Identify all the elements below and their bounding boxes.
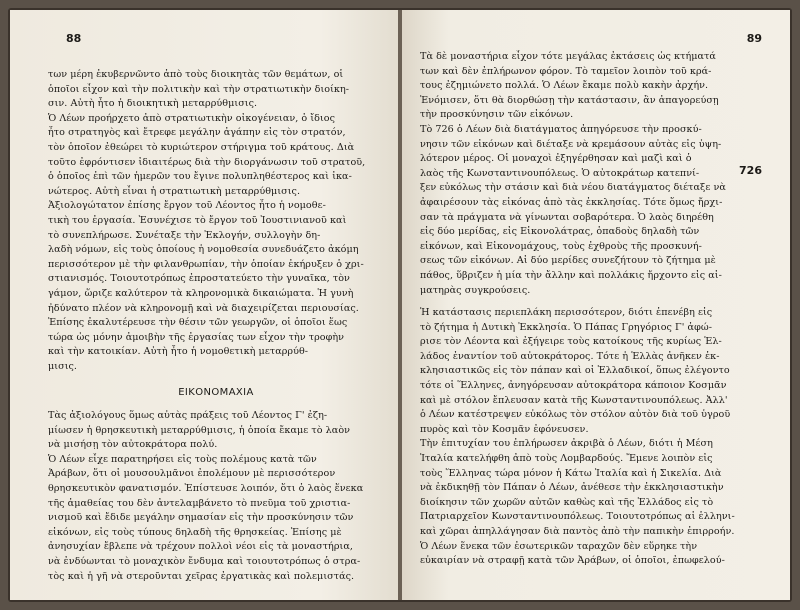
text-line: τῆς ἀμαθείας του δὲν ἀντελαμβάνετο τὸ πνεῦμα τοῦ χριστια- [48, 497, 351, 509]
text-line: ὁ Λέων κατέστρεψεν εὐκόλως τὸν στόλον αὐτὸν διὰ τοῦ ὑγροῦ [420, 409, 731, 421]
text-line: εὐκαιρίαν νὰ στραφῇ κατὰ τῶν Ἀράβων, οἱ ὁποῖοι, ἐπωφελού- [420, 555, 725, 567]
text-line: Τὸ 726 ὁ Λέων διὰ διατάγματος ἀπηγόρευσε τὴν προσκύ- [420, 123, 702, 135]
text-line: Τὰ δὲ μοναστήρια εἶχον τότε μεγάλας ἐκτάσεις ὡς κτήματά [420, 51, 716, 62]
page-number: 89 [746, 32, 762, 45]
text-line: Πατριαρχεῖον Κωνσταντινουπόλεως. Τοιουτοτρόπως αἱ ἑλληνι- [420, 511, 735, 523]
text-line: ἀνησυχίαν ἔβλεπε νὰ τρέχουν πολλοὶ νέοι εἰς τὰ μοναστήρια, [48, 541, 353, 553]
text-line: Ἐνόμισεν, ὅτι θὰ διορθώσῃ τὴν κατάστασιν, ἂν ἀπαγορεύσῃ [420, 94, 719, 106]
text-line: τοῦτο ἐφρόντισεν ἰδιαιτέρως διὰ τὴν διοργάνωσιν τοῦ στρατοῦ, [48, 156, 366, 168]
open-book [8, 8, 792, 602]
text-line: καὶ μὲ στόλον ἔπλευσαν κατὰ τῆς Κωνσταντινουπόλεως. Ἀλλ' [420, 394, 728, 406]
text-line: σαν τὰ πράγματα νὰ γίνωνται σοβαρότερα. Ὁ λαὸς διηρέθη [420, 211, 714, 223]
text-line: πάθος, ὕβριζεν ἡ μία τὴν ἄλλην καὶ πολλάκις ἤρχοντο εἰς αἱ- [420, 269, 722, 281]
left-page [10, 10, 398, 600]
text-line: γάμον, ὥριζε καλύτερον τὰ κληρονομικὰ δικαιώματα. Ἡ γυνὴ [48, 287, 354, 299]
text-line: μισις. [48, 360, 78, 372]
text-line: θρησκευτικὸν φανατισμόν. Ἐπίστευσε λοιπόν, ὅτι ὁ λαὸς ἕνεκα [48, 483, 364, 495]
text-line: σιν. Αὐτὴ ἦτο ἡ διοικητικὴ μεταρρύθμισις. [48, 98, 258, 110]
text-line: καὶ τὴν κατοικίαν. Αὐτὴ ἦτο ἡ νομοθετικὴ μεταρρύθ- [48, 346, 309, 358]
text-line: τοὺς Ἕλληνας τώρα μόνον ἡ Κάτω Ἰταλία καὶ ἡ Σικελία. Διὰ [420, 467, 722, 479]
paragraph-gap [420, 298, 764, 306]
text-line: εἰκόνων, εἰς τοὺς τύπους δηλαδὴ τῆς θρησκείας. Ἐπίσης μὲ [48, 526, 342, 538]
text-line: ἀφαιρέσουν τὰς εἰκόνας ἀπὸ τὰς ἐκκλησίας. Τότε ὅμως ἤρχι- [420, 196, 723, 208]
text-line: κλησιαστικῶς εἰς τὸν πάπαν καὶ οἱ Ἑλλαδικοί, ὅπως ἐλέγοντο [420, 365, 730, 377]
text-line: ἦτο στρατηγὸς καὶ ἔτρεφε μεγάλην ἀγάπην εἰς τὸν στρατόν, [48, 127, 346, 139]
text-line: ἠδύνατο πλέον νὰ κληρονομῇ καὶ νὰ διαχειρίζεται περιουσίας. [48, 302, 359, 314]
text-line: τώρα ὡς μόνην ἀμοιβὴν τῆς ἐργασίας των εἶχον τὴν τροφὴν [48, 331, 345, 343]
text-line: Τὴν ἐπιτυχίαν του ἐπλήρωσεν ἀκριβὰ ὁ Λέων, διότι ἡ Μέση [420, 438, 713, 450]
text-line: ὁ ὁποῖος ἐπὶ τῶν ἡμερῶν του ἔγινε πολυπληθέστερος καὶ ἰκα- [48, 171, 352, 183]
text-line: Ἐπίσης ἐκαλυτέρευσε τὴν θέσιν τῶν γεωργῶν, οἱ ὁποῖοι ἕως [48, 317, 348, 329]
margin-note: 726 [739, 164, 762, 177]
text-line: Τὰς ἀξιολόγους ὅμως αὐτὰς πράξεις τοῦ Λέοντος Γ' ἐζη- [48, 410, 328, 422]
text-line: τικὴ του ἐργασία. Ἐσυνέχισε τὸ ἔργον τοῦ Ἰουστινιανοῦ καὶ [48, 214, 347, 226]
text-line: πυρὸς καὶ τὸν Κοσμᾶν ἐφόνευσεν. [420, 423, 589, 435]
text-line: Ἀξιολογώτατον ἐπίσης ἔργον τοῦ Λέοντος ἦτο ἡ νομοθε- [48, 200, 326, 212]
text-line: εἰκόνων, καὶ Εἰκονομάχους, τοὺς ἐχθροὺς τῆς προσκυνή- [420, 240, 702, 252]
text-line: Ἡ κατάστασις περιεπλάκη περισσότερον, διότι ἐπενέβη εἰς [420, 307, 713, 319]
text-line: ρισε τὸν Λέοντα καὶ ἐξήγειρε τοὺς κατοίκους τῆς κυρίως Ἑλ- [420, 336, 722, 348]
text-line: περισσότερον μὲ τὴν φιλανθρωπίαν, τὴν ὁποίαν ἐκήρυξεν ὁ χρι- [48, 258, 364, 270]
text-line: νησιν τῶν εἰκόνων καὶ διέταξε νὰ κρεμάσουν αὐτὰς εἰς ὑψη- [420, 138, 722, 150]
page-number: 88 [66, 32, 82, 45]
text-line: τὸ συνεπλήρωσε. Συνέταξε τὴν Ἐκλογήν, συλλογὴν δη- [48, 229, 321, 241]
text-line: νώτερος. Αὐτὴ εἶναι ἡ στρατιωτικὴ μεταρρύθμισις. [48, 185, 301, 197]
text-line: τὴν προσκύνησιν τῶν εἰκόνων. [420, 109, 574, 121]
text-line: εἰς δύο μερίδας, εἰς Εἰκονολάτρας, ὁπαδοὺς δηλαδὴ τῶν [420, 226, 700, 238]
text-line: μίωσεν ἡ θρησκευτικὴ μεταρρύθμισις, ἡ ὁποία ἔκαμε τὸ λαὸν [48, 424, 351, 436]
text-line: των μέρη ἐκυβερνῶντο ἀπὸ τοὺς διοικητὰς τῶν θεμάτων, οἱ [48, 69, 344, 80]
text-line: Ὁ Λέων ἕνεκα τῶν ἐσωτερικῶν ταραχῶν δὲν εὕρηκε τὴν [420, 540, 698, 552]
text-line: τότε οἱ Ἕλληνες, ἀνηγόρευσαν αὐτοκράτορα κάποιον Κοσμᾶν [420, 380, 727, 392]
text-line: στιανισμός. Τοιουτοτρόπως ἐπροστατεύετο τὴν γυναῖκα, τὸν [48, 273, 350, 285]
text-line: Ὁ Λέων εἶχε παρατηρήσει εἰς τοὺς πολέμους κατὰ τῶν [48, 453, 317, 465]
text-line: ξεν εὐκόλως τὴν στάσιν καὶ διὰ νέου διατάγματος διέταξε νὰ [420, 182, 726, 194]
text-line: τους ἐζημιώνετο πολλά. Ὁ Λέων ἔκαμε πολὺ κακὴν ἀρχήν. [420, 80, 709, 92]
text-line: νὰ ἐκδικηθῇ τὸν Πάπαν ὁ Λέων, ἀνέθεσε τὴν ἐκκλησιαστικὴν [420, 482, 724, 494]
text-line: τὸ ζήτημα ἡ Δυτικὴ Ἐκκλησία. Ὁ Πάπας Γρηγόριος Γ' ἀφώ- [420, 321, 713, 333]
text-line: νὰ ἐνδύωνται τὸ μοναχικὸν ἔνδυμα καὶ τοιουτοτρόπως ὁ στρα- [48, 556, 361, 567]
text-line: λότερον μέρος. Οἱ μοναχοὶ ἐξηγέρθησαν καὶ μαζὶ καὶ ὁ [420, 153, 692, 165]
page-text [48, 68, 384, 584]
page-text [420, 50, 764, 569]
text-line: Ὁ Λέων προήρχετο ἀπὸ στρατιωτικὴν οἰκογένειαν, ὁ ἴδιος [48, 112, 336, 124]
text-line: Ἀράβων, ὅτι οἱ μουσουλμᾶνοι ἐπολέμουν μὲ περισσότερον [48, 468, 336, 480]
text-line: ματηρὰς συγκρούσεις. [420, 284, 531, 296]
text-line: νὰ μισήσῃ τὸν αὐτοκράτορα πολύ. [48, 439, 218, 451]
section-heading: ΕΙΚΟΝΟΜΑΧΙΑ [178, 387, 254, 399]
text-line: καὶ χῶραι ἀπηλλάγησαν διὰ παντὸς ἀπὸ τὴν παπικὴν ἐπιρροήν. [420, 526, 735, 537]
text-line: διοίκησιν τῶν χωρῶν αὐτῶν καθὼς καὶ τῆς Ἑλλάδος εἰς τὸ [420, 496, 714, 508]
text-line: λαδὴ νόμων, εἰς τοὺς ὁποίους ἡ νομοθεσία συνεδυάζετο ἀκόμη [48, 244, 359, 256]
text-line: τὸς καὶ ἡ γῆ νὰ στεροῦνται χεῖρας ἐργατικὰς καὶ πολεμιστάς. [48, 570, 355, 582]
text-line: λαὸς τῆς Κωνσταντινουπόλεως. Ὁ αὐτοκράτωρ κατεπνί- [420, 167, 700, 179]
text-line: σεως τῶν εἰκόνων. Αἱ δύο μερίδες συνεζήτουν τὸ ζήτημα μὲ [420, 255, 716, 267]
right-page [402, 10, 790, 600]
text-line: Ἰταλία κατελήφθη ἀπὸ τοὺς Λομβαρδούς. Ἔμενε λοιπὸν εἰς [420, 453, 713, 465]
text-line: ὁποῖοι εἶχον καὶ τὴν πολιτικὴν καὶ τὴν στρατιωτικὴν διοίκη- [48, 83, 350, 95]
text-line: τὸν ὁποῖον ἐθεώρει τὸ κυριώτερον στήριγμα τοῦ κράτους. Διὰ [48, 141, 355, 153]
text-line: λάδος ἐναντίον τοῦ αὐτοκράτορος. Τότε ἡ Ἑλλὰς ἀνῆκεν ἐκ- [420, 350, 720, 362]
text-line: των καὶ δὲν ἐπλήρωνον φόρον. Τὸ ταμεῖον λοιπὸν τοῦ κρά- [420, 65, 712, 77]
text-line: νισμοῦ καὶ ἔδιδε μεγάλην σημασίαν εἰς τὴν προσκύνησιν τῶν [48, 512, 354, 524]
